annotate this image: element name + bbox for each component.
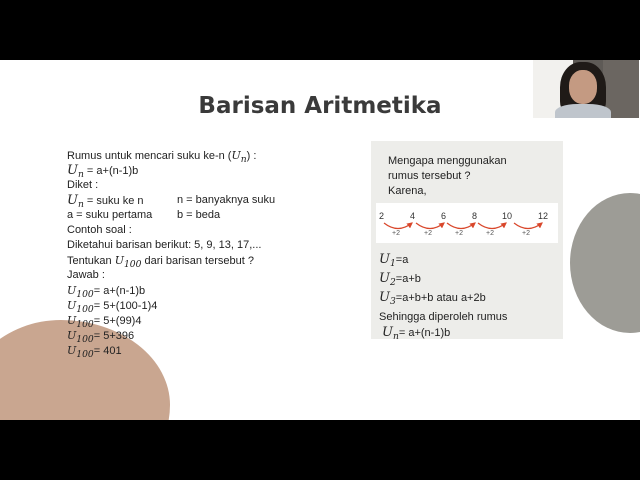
definition-row-1: $U_n$ = suku ke n n = banyaknya suku: [67, 193, 276, 211]
sequence-diagram: [376, 203, 558, 243]
left-content: [67, 148, 276, 361]
conclusion-text: Sehingga diperoleh rumus: [379, 310, 508, 323]
increment-label: +2: [424, 230, 432, 237]
sequence-term: 8: [472, 211, 478, 221]
increment-arrows: [376, 203, 558, 243]
contoh-label: Contoh soal :: [67, 224, 132, 236]
sequence-term: 6: [441, 211, 447, 221]
sequence-term: 4: [410, 211, 416, 221]
solution-step: $U_{100}= a+(n-1)b$: [67, 284, 146, 301]
presenter-face: [569, 70, 597, 104]
arrow-2-to-4: [384, 223, 412, 229]
question: Tentukan $U_{100}$ dari barisan tersebut ?: [67, 254, 254, 271]
presenter-body: [555, 104, 611, 118]
increment-label: +2: [486, 230, 494, 237]
diket-label: Diket :: [67, 179, 99, 191]
increment-label: +2: [522, 230, 530, 237]
arrow-10-to-12: [514, 223, 542, 229]
sequence-term: 10: [502, 211, 513, 221]
term-formula: $U_2=a+b$: [379, 271, 421, 289]
term-formula: $U_1=a$: [379, 252, 409, 270]
arrow-6-to-8: [447, 223, 475, 229]
jawab-label: Jawab :: [67, 269, 105, 281]
slide-title: Barisan Aritmetika: [198, 93, 442, 119]
definition-row-2: a = suku pertama b = beda: [67, 209, 221, 221]
sequence-statement: Diketahui barisan berikut: 5, 9, 13, 17,...: [67, 239, 262, 251]
increment-label: +2: [455, 230, 463, 237]
sequence-term: 12: [538, 211, 549, 221]
webcam-overlay: [533, 60, 639, 118]
solution-step: $U_{100}= 5+396$: [67, 329, 135, 346]
solution-step: $U_{100}= 5+(100-1)4$: [67, 299, 158, 316]
final-formula: $U_n= a+(n-1)b$: [382, 324, 451, 342]
arrow-4-to-6: [416, 223, 444, 229]
arrow-8-to-10: [478, 223, 506, 229]
term-formulas: [379, 252, 507, 344]
sequence-term: 2: [379, 211, 385, 221]
explanation-panel: [371, 141, 563, 342]
term-formula: $U_3=a+b+b$ atau a+2b: [379, 290, 486, 308]
decorative-blob-right: [570, 193, 640, 333]
solution-step: $U_{100}= 401$: [67, 344, 122, 361]
increment-label: +2: [392, 230, 400, 237]
solution-step: $U_{100}= 5+(99)4$: [67, 314, 142, 331]
formula-intro: Rumus untuk mencari suku ke-n $(U_n)$ :: [67, 149, 257, 166]
main-formula: $U_n = a+(n-1)b$: [67, 163, 139, 181]
panel-question: Mengapa menggunakan rumus tersebut ? Karena,: [388, 155, 507, 197]
